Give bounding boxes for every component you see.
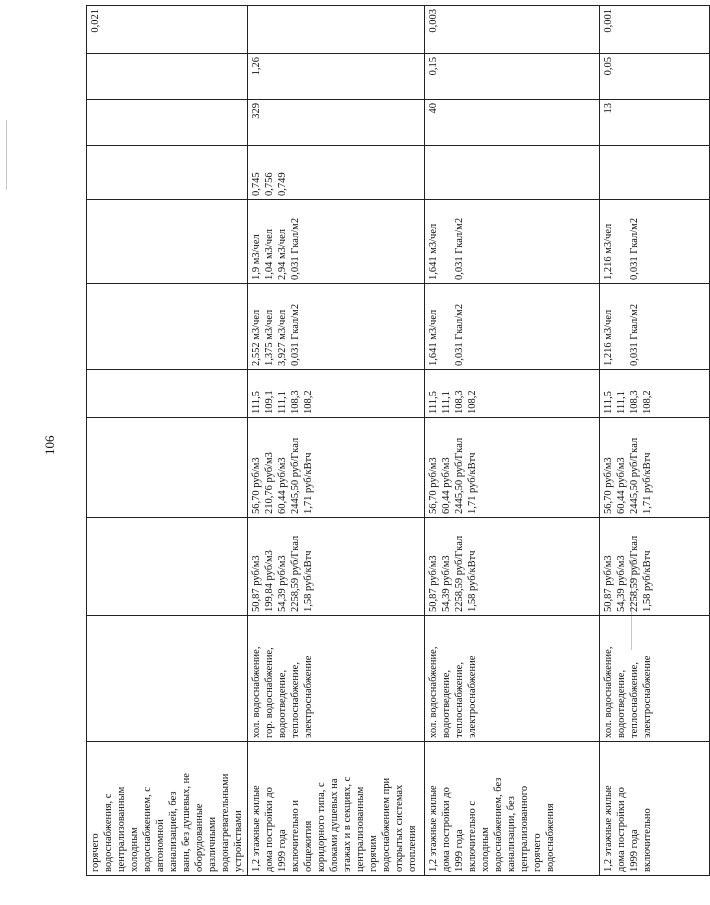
tariff-b-cell: 56,70 руб/м3 60,44 руб/м3 2445,50 руб/Гкал 1,71 руб/кВтч (425, 418, 600, 518)
count-cell: 329 (248, 100, 425, 146)
services-cell: хол. водоснабжение, водоотведение, теплоснабжение, электроснабжение (600, 616, 710, 742)
tariff-a-cell: 50,87 руб/м3 54,39 руб/м3 2258,59 руб/Гкал 1,58 руб/кВтч (600, 518, 710, 616)
coefficient-cell: 0,745 0,756 0,749 (248, 146, 425, 200)
services-cell: хол. водоснабжение, водоотведение, теплоснабжение, электроснабжение (425, 616, 600, 742)
norm-b-cell (87, 200, 248, 284)
housing-type-cell: 1,2 этажные жилые дома постройки до 1999 года включительно с холодным водоснабжением, без канализации, без централизованного горячего водоснабжения (425, 742, 600, 876)
value-cell: 0,05 (600, 54, 710, 100)
value-cell: 1,26 (248, 54, 425, 100)
result-cell: 0,021 (87, 6, 248, 54)
table-row (87, 6, 248, 876)
norm-b-cell: 1,216 м3/чел 0,031 Гкал/м2 (600, 200, 710, 284)
norm-b-cell: 1,641 м3/чел 0,031 Гкал/м2 (425, 200, 600, 284)
index-cell: 111,5 109,1 111,1 108,3 108,2 (248, 370, 425, 418)
tariff-a-cell: 50,87 руб/м3 54,39 руб/м3 2258,59 руб/Гкал 1,58 руб/кВтч (425, 518, 600, 616)
coefficient-cell (425, 146, 600, 200)
scan-edge-mark (6, 120, 7, 190)
services-cell: хол. водоснабжение, гор. водоснабжение, водоотведение, теплоснабжение, электроснабжение (248, 616, 425, 742)
rotated-table-container (86, 6, 654, 876)
norm-a-cell (87, 284, 248, 370)
page-number: 106 (42, 435, 57, 455)
services-cell (87, 616, 248, 742)
housing-type-cell: 1,2 этажные жилые дома постройки до 1999 года включительно (600, 742, 710, 876)
table-row (600, 6, 710, 876)
coefficient-cell (600, 146, 710, 200)
norm-a-cell: 1,216 м3/чел 0,031 Гкал/м2 (600, 284, 710, 370)
result-cell (248, 6, 425, 54)
index-cell: 111,5 111,1 108,3 108,2 (600, 370, 710, 418)
table-row (425, 6, 600, 876)
value-cell: 0,15 (425, 54, 600, 100)
count-cell (87, 100, 248, 146)
tariff-a-cell (87, 518, 248, 616)
housing-type-cell: 1,2 этажные жилые дома постройки до 1999 года включительно и общежития коридорного типа, с блоками душевых на этажах и в секциях, с централизованным горячим водоснабжением при открытых системах отопления (248, 742, 425, 876)
count-cell: 13 (600, 100, 710, 146)
tariff-b-cell (87, 418, 248, 518)
tariff-b-cell: 56,70 руб/м3 210,76 руб/м3 60,44 руб/м3 2445,50 руб/Гкал 1,71 руб/кВтч (248, 418, 425, 518)
index-cell: 111,5 111,1 108,3 108,2 (425, 370, 600, 418)
housing-type-cell: горячего водоснабжения, с централизованным холодным водоснабжением, с автономной канализацией, без ванн, без душевых, не оборудованные различными водонагревательными устройствами (87, 742, 248, 876)
index-cell (87, 370, 248, 418)
coefficient-cell (87, 146, 248, 200)
value-cell (87, 54, 248, 100)
result-cell: 0,001 (600, 6, 710, 54)
count-cell: 40 (425, 100, 600, 146)
result-cell: 0,003 (425, 6, 600, 54)
norm-a-cell: 1,641 м3/чел 0,031 Гкал/м2 (425, 284, 600, 370)
tariff-a-cell: 50,87 руб/м3 199,84 руб/м3 54,39 руб/м3 2258,59 руб/Гкал 1,58 руб/кВтч (248, 518, 425, 616)
tariff-table (86, 5, 710, 876)
norm-b-cell: 1,9 м3/чел 1,04 м3/чел 2,94 м3/чел 0,031 Гкал/м2 (248, 200, 425, 284)
table-row (248, 6, 425, 876)
norm-a-cell: 2,552 м3/чел 1,375 м3/чел 3,927 м3/чел 0,031 Гкал/м2 (248, 284, 425, 370)
tariff-b-cell: 56,70 руб/м3 60,44 руб/м3 2445,50 руб/Гкал 1,71 руб/кВтч (600, 418, 710, 518)
